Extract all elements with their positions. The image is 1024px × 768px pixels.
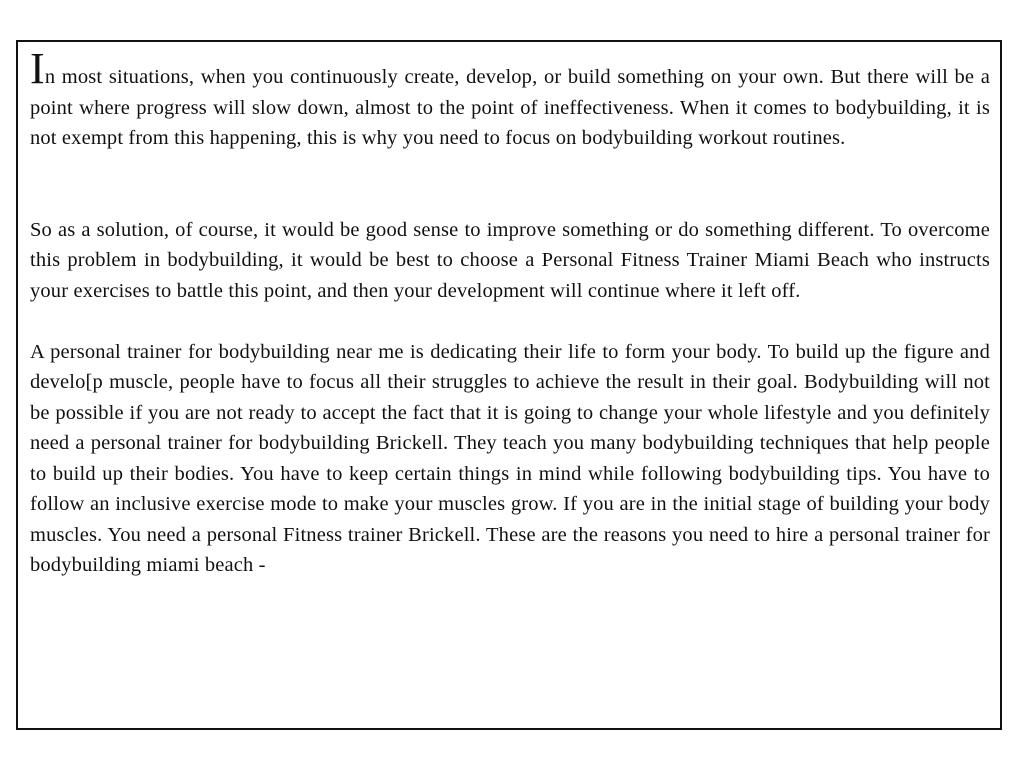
paragraph-personal-trainer: A personal trainer for bodybuilding near me is dedicating their life to form your body. To build up the figure and develo[p muscle, people have to focus all their struggles to achieve the result in their goal. Bodybuilding will not be possible if you are not ready to accept the fact that it is going to change your whole lifestyle and you definitely need a personal trainer for bodybuilding Brickell. They teach you many bodybuilding techniques that help people to build up their bodies. You have to keep certain things in mind while following bodybuilding tips. You have to follow an inclusive exercise mode to make your muscles grow. If you are in the initial stage of building your body muscles. You need a personal Fitness trainer Brickell. These are the reasons you need to hire a personal trainer for bodybuilding miami beach -	[30, 340, 990, 576]
paragraph-intro	[30, 44, 990, 154]
paragraph-intro-text: n most situations, when you continuously create, develop, or build something on your own. But there will be a point where progress will slow down, almost to the point of ineffectiveness. When it comes to bodybuilding, it is not exempt from this happening, this is why you need to focus on bodybuilding workout routines.	[30, 66, 990, 149]
text-frame	[16, 40, 1002, 730]
drop-cap: I	[30, 44, 45, 93]
paragraph-solution: So as a solution, of course, it would be good sense to improve something or do something different. To overcome this problem in bodybuilding, it would be best to choose a Personal Fitness Trainer Miami Beach who instructs your exercises to battle this point, and then your development will continue where it left off.	[30, 218, 990, 302]
